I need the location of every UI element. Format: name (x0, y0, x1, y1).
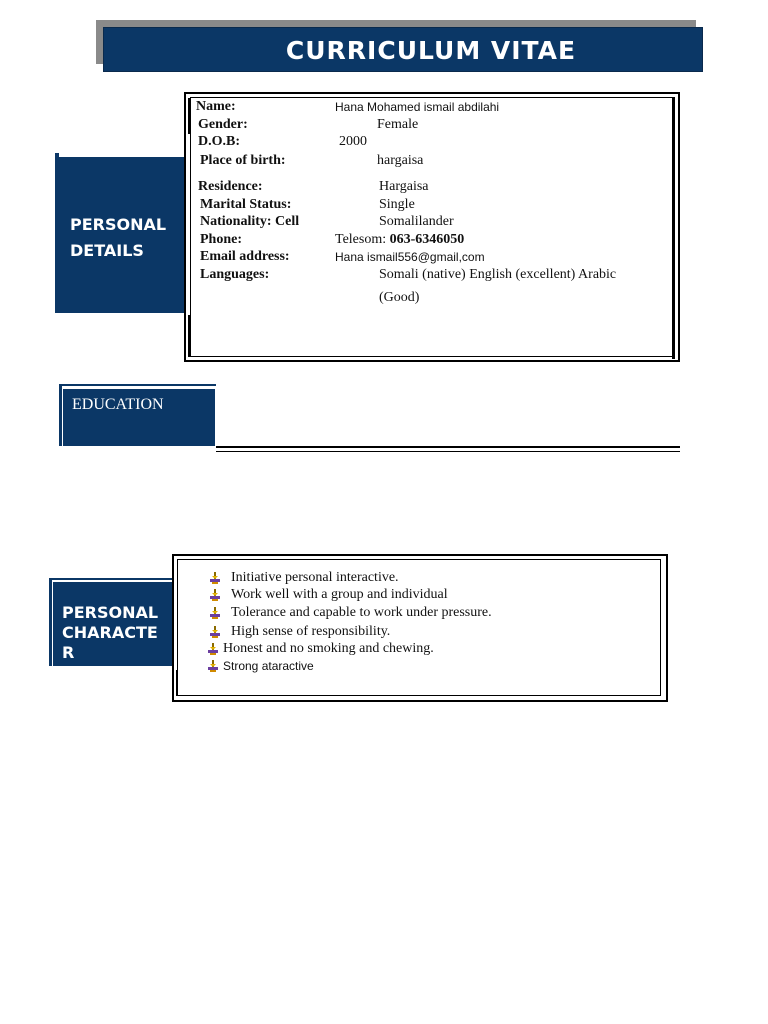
gender-label: Gender: (198, 117, 248, 132)
character-item-text: Strong ataractive (223, 659, 314, 673)
education-label-edge (59, 384, 62, 446)
education-label-topline (59, 384, 216, 386)
page-title: CURRICULUM VITAE (103, 27, 703, 72)
character-item-text: Initiative personal interactive. (231, 570, 399, 585)
pushpin-bullet-icon (207, 659, 221, 673)
languages-value-line2: (Good) (379, 290, 420, 305)
pushpin-bullet-icon (209, 625, 223, 639)
phone-label: Phone: (200, 232, 242, 247)
pushpin-bullet-icon (207, 642, 221, 656)
character-item-3 (209, 605, 492, 621)
character-item-text: Work well with a group and individual (231, 587, 448, 602)
character-label-line1: PERSONAL (62, 603, 159, 622)
place-of-birth-label: Place of birth: (200, 153, 286, 168)
education-label-text: EDUCATION (72, 396, 164, 413)
personal-details-label (59, 157, 186, 313)
pushpin-bullet-icon (209, 606, 223, 620)
frame-mark-top-left (188, 98, 191, 134)
education-label (63, 389, 215, 446)
character-item-text: Tolerance and capable to work under pressure. (231, 605, 492, 620)
name-label: Name: (196, 99, 236, 114)
pushpin-bullet-icon (209, 588, 223, 602)
marital-status-label: Marital Status: (200, 197, 292, 212)
place-of-birth-value: hargaisa (377, 153, 424, 168)
character-item-1 (209, 570, 399, 586)
residence-value: Hargaisa (379, 179, 429, 194)
character-frame-mark-left (176, 670, 178, 696)
phone-value (335, 232, 464, 248)
pushpin-bullet-icon (209, 571, 223, 585)
character-item-5 (207, 641, 434, 657)
nationality-value: Somalilander (379, 214, 454, 229)
name-value: Hana Mohamed ismail abdilahi (335, 100, 500, 114)
personal-label-line2: DETAILS (70, 241, 144, 260)
character-label-edge (49, 578, 52, 666)
education-rule-1 (216, 446, 680, 448)
residence-label: Residence: (198, 179, 263, 194)
character-label-line2: CHARACTE (62, 623, 158, 642)
character-item-text: Honest and no smoking and chewing. (223, 641, 434, 656)
phone-prefix: Telesom: (335, 232, 390, 247)
email-label: Email address: (200, 249, 290, 264)
personal-label-line1: PERSONAL (70, 215, 167, 234)
character-item-4 (209, 624, 390, 640)
character-item-6 (207, 659, 314, 673)
character-item-2 (209, 587, 448, 603)
dob-label: D.O.B: (198, 134, 240, 149)
nationality-label: Nationality: Cell (200, 214, 300, 229)
personal-character-label (53, 582, 173, 666)
frame-mark-bottom-left (188, 315, 191, 357)
dob-value: 2000 (339, 134, 367, 149)
email-value: Hana ismail556@gmail,com (335, 250, 485, 264)
character-item-text: High sense of responsibility. (231, 624, 391, 639)
character-label-topline (49, 578, 174, 580)
character-label-line3: R (62, 643, 75, 662)
phone-number: 063-6346050 (389, 232, 465, 247)
frame-mark-right (672, 97, 675, 359)
marital-status-value: Single (379, 197, 415, 212)
education-rule-2 (216, 451, 680, 452)
gender-value: Female (377, 117, 419, 132)
languages-label: Languages: (200, 267, 270, 282)
languages-value-line1: Somali (native) English (excellent) Arabic (379, 267, 617, 282)
